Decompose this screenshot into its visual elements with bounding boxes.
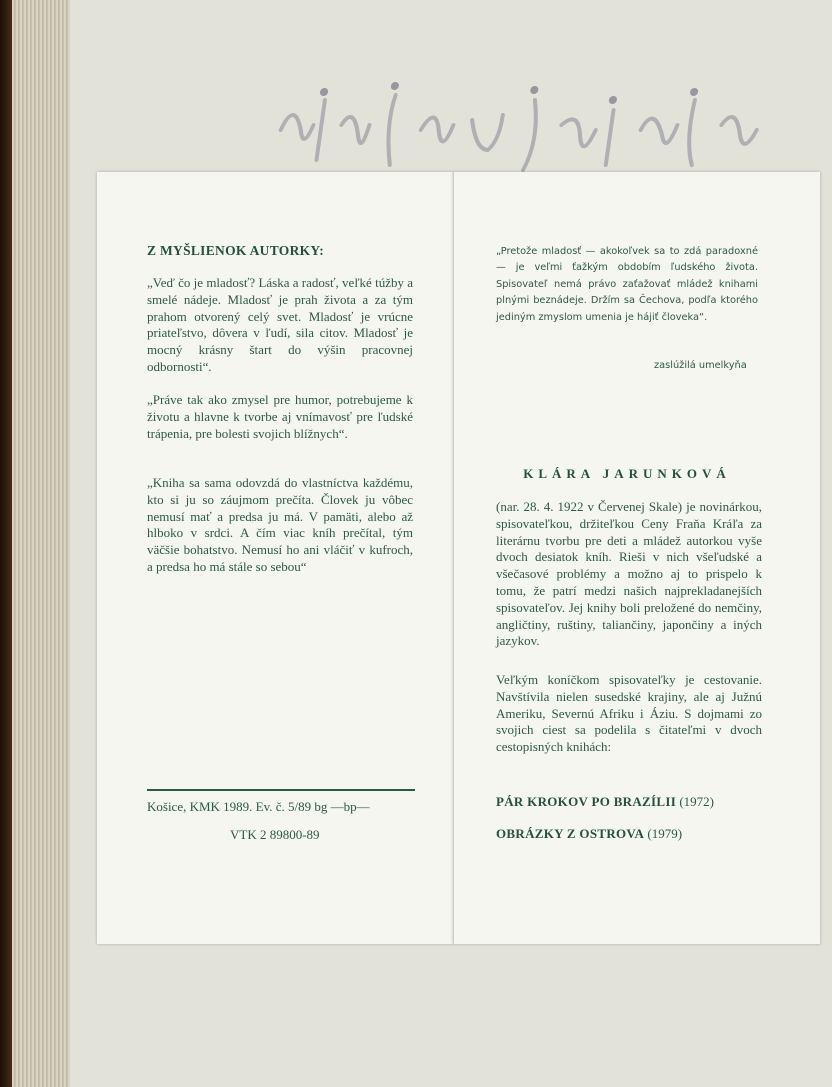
book-year: (1972) — [679, 794, 714, 809]
book-title-line — [496, 794, 714, 810]
book-year: (1979) — [647, 826, 683, 841]
chekhov-quote: „Pretože mladosť — akokoľvek sa to zdá paradoxné — je veľmi ťažkým obdobím ľudského života. Spisovateľ nemá právo zaťažovať mládež knihami plnými beznádeje. Držím sa Čechova, podľa ktorého jediným zmyslom umenia je hájiť človeka“. — [496, 246, 758, 323]
quote-humor: „Práve tak ako zmysel pre humor, potrebujeme k životu a hlavne k tvorbe aj vnímavosť pre ľudské trápenia, pre bolesti svojich blížnych“. — [147, 392, 413, 441]
divider-rule — [147, 789, 415, 791]
book-spine — [0, 0, 12, 1087]
imprint-line-2: VTK 2 89800-89 — [230, 827, 320, 842]
attribution: zaslúžilá umelkyňa — [654, 360, 747, 371]
book-title-line — [496, 826, 682, 842]
book-title: PÁR KROKOV PO BRAZÍLII — [496, 794, 677, 809]
quote-youth: „Veď čo je mladosť? Láska a radosť, veľké túžby a smelé nádeje. Mladosť je prah života a za tým prahom otvorený celý svet. Mladosť je vrúcne priateľstvo, dôvera v ľudí, sila citov. Mladosť je mocný krásny štart do výšin pracovnej odbornosti“. — [147, 275, 413, 374]
author-biography: (nar. 28. 4. 1922 v Červenej Skale) je novinárkou, spisovateľkou, držiteľkou Ceny Fraňa Kráľa za literárnu tvorbu pre deti a mládež autorkou vyše dvoch desiatok kníh. Rieši v nich všeľudské a všečasové problémy a možno aj to prispelo k tomu, že patrí medzi našich najprekladanejších spisovateľov. Jej knihy boli preložené do nemčiny, angličtiny, ruštiny, taliančiny, japončiny a iných jazykov. — [496, 499, 762, 649]
author-travel-paragraph: Veľkým koníčkom spisovateľky je cestovanie. Navštívila nielen susedské krajiny, ale aj Južnú Ameriku, Severnú Afriku i Áziu. S dojmami zo svojich ciest sa podelila s čitateľmi v dvoch cestopisných knihách: — [496, 672, 762, 755]
imprint-line-1: Košice, KMK 1989. Ev. č. 5/89 bg —bp— — [147, 799, 370, 814]
author-name-title: KLÁRA JARUNKOVÁ — [523, 466, 731, 481]
author-thoughts-heading: Z MYŠLIENOK AUTORKY: — [147, 243, 325, 258]
quote-book: „Kniha sa sama odovzdá do vlastníctva každému, kto si ju so záujmom prečíta. Človek ju vôbec nemusí mať a predsa ju má. V pamäti, alebo až hlboko v srdci. A čím viac kníh prečítal, tým väčšie bohatstvo. Nemusí ho ani vláčiť v kufroch, a predsa ho má stále so sebou“ — [147, 475, 413, 574]
book-title: OBRÁZKY Z OSTROVA — [496, 826, 645, 841]
book-page-edges — [0, 0, 80, 1087]
